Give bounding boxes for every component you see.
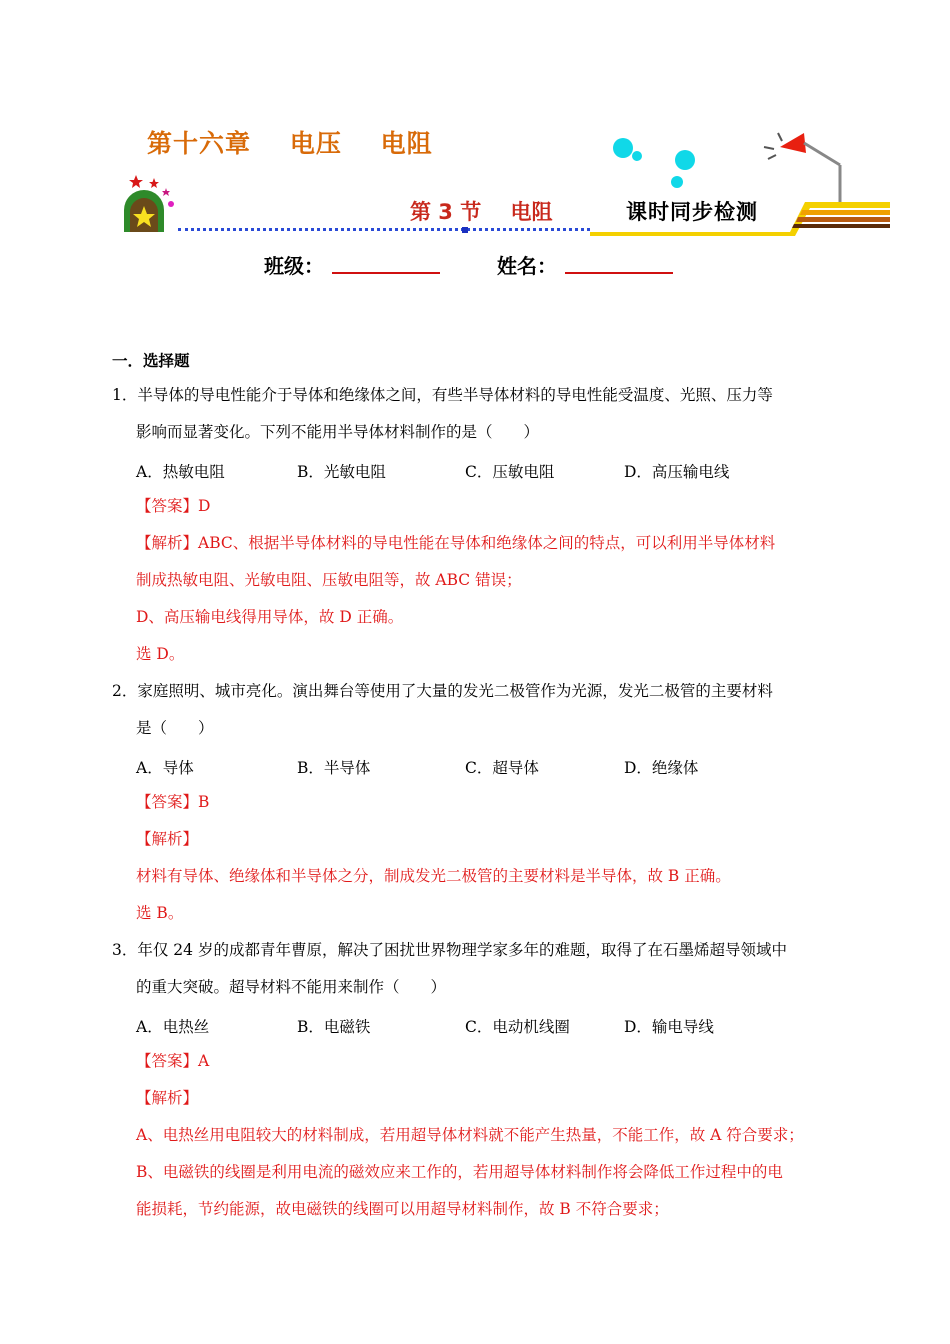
q1-option-d: D．高压输电线 — [624, 463, 730, 481]
q3-option-d: D．输电导线 — [624, 1018, 714, 1036]
name-label: 姓名： — [497, 254, 557, 278]
q2-answer: 【答案】B — [136, 793, 210, 811]
header-dotted-rule — [178, 228, 590, 231]
star-arch-logo — [118, 170, 182, 234]
small-star-icon — [162, 188, 170, 196]
section-title: 第 3 节 电阻 — [410, 200, 553, 224]
q3-analysis-line-4: 能损耗，节约能源，故电磁铁的线圈可以用超导材料制作，故 B 不符合要求； — [136, 1200, 669, 1218]
q1-analysis-line-1: 【解析】ABC、根据半导体材料的导电性能在导体和绝缘体之间的特点，可以利用半导体材料 — [136, 534, 776, 552]
q2-option-a: A．导体 — [136, 759, 194, 777]
desk-lamp-icon — [760, 125, 850, 205]
q2-analysis-line-3: 选 B。 — [136, 904, 184, 922]
q2-option-d: D．绝缘体 — [624, 759, 699, 777]
q3-option-a: A．电热丝 — [136, 1018, 210, 1036]
q3-option-c: C．电动机线圈 — [465, 1018, 570, 1036]
q2-analysis-line-2: 材料有导体、绝缘体和半导体之分，制成发光二极管的主要材料是半导体，故 B 正确。 — [136, 867, 731, 885]
q1-option-b: B．光敏电阻 — [297, 463, 386, 481]
question-1-line-2: 影响而显著变化。下列不能用半导体材料制作的是（ ） — [136, 423, 540, 441]
question-2-line-1: 2．家庭照明、城市亮化。演出舞台等使用了大量的发光二极管作为光源，发光二极管的主要材料 — [112, 682, 773, 700]
question-2-line-2: 是（ ） — [136, 719, 214, 737]
q3-answer: 【答案】A — [136, 1052, 210, 1070]
q3-analysis-line-2: A、电热丝用电阻较大的材料制成，若用超导体材料就不能产生热量，不能工作，故 A 符合要求； — [136, 1126, 804, 1144]
tagline: 课时同步检测 — [626, 200, 758, 224]
q2-option-c: C．超导体 — [465, 759, 539, 777]
part-title: 一．选择题 — [112, 352, 190, 370]
class-label: 班级： — [264, 254, 324, 278]
question-3-line-1: 3．年仅 24 岁的成都青年曹原，解决了困扰世界物理学家多年的难题，取得了在石墨烯超导领域中 — [112, 941, 787, 959]
name-blank[interactable] — [565, 272, 673, 274]
q1-option-c: C．压敏电阻 — [465, 463, 555, 481]
decor-bubbles — [605, 130, 705, 200]
question-1-line-1: 1．半导体的导电性能介于导体和绝缘体之间，有些半导体材料的导电性能受温度、光照、压力等 — [112, 386, 773, 404]
q1-answer: 【答案】D — [136, 497, 211, 515]
q3-analysis-line-3: B、电磁铁的线圈是利用电流的磁效应来工作的，若用超导体材料制作将会降低工作过程中的电 — [136, 1163, 783, 1181]
small-star-icon — [129, 175, 143, 188]
q1-analysis-line-4: 选 D。 — [136, 645, 185, 663]
q1-analysis-line-2: 制成热敏电阻、光敏电阻、压敏电阻等，故 ABC 错误； — [136, 571, 522, 589]
q1-option-a: A．热敏电阻 — [136, 463, 225, 481]
question-3-line-2: 的重大突破。超导材料不能用来制作（ ） — [136, 978, 447, 996]
q3-option-b: B．电磁铁 — [297, 1018, 371, 1036]
q3-analysis-line-1: 【解析】 — [136, 1089, 199, 1107]
q2-option-b: B．半导体 — [297, 759, 371, 777]
small-star-icon — [149, 178, 159, 188]
class-blank[interactable] — [332, 272, 440, 274]
q2-analysis-line-1: 【解析】 — [136, 830, 199, 848]
header-rule-dot — [462, 227, 468, 233]
q1-analysis-line-3: D、高压输电线得用导体，故 D 正确。 — [136, 608, 404, 626]
chapter-title: 第十六章 电压 电阻 — [147, 129, 433, 158]
